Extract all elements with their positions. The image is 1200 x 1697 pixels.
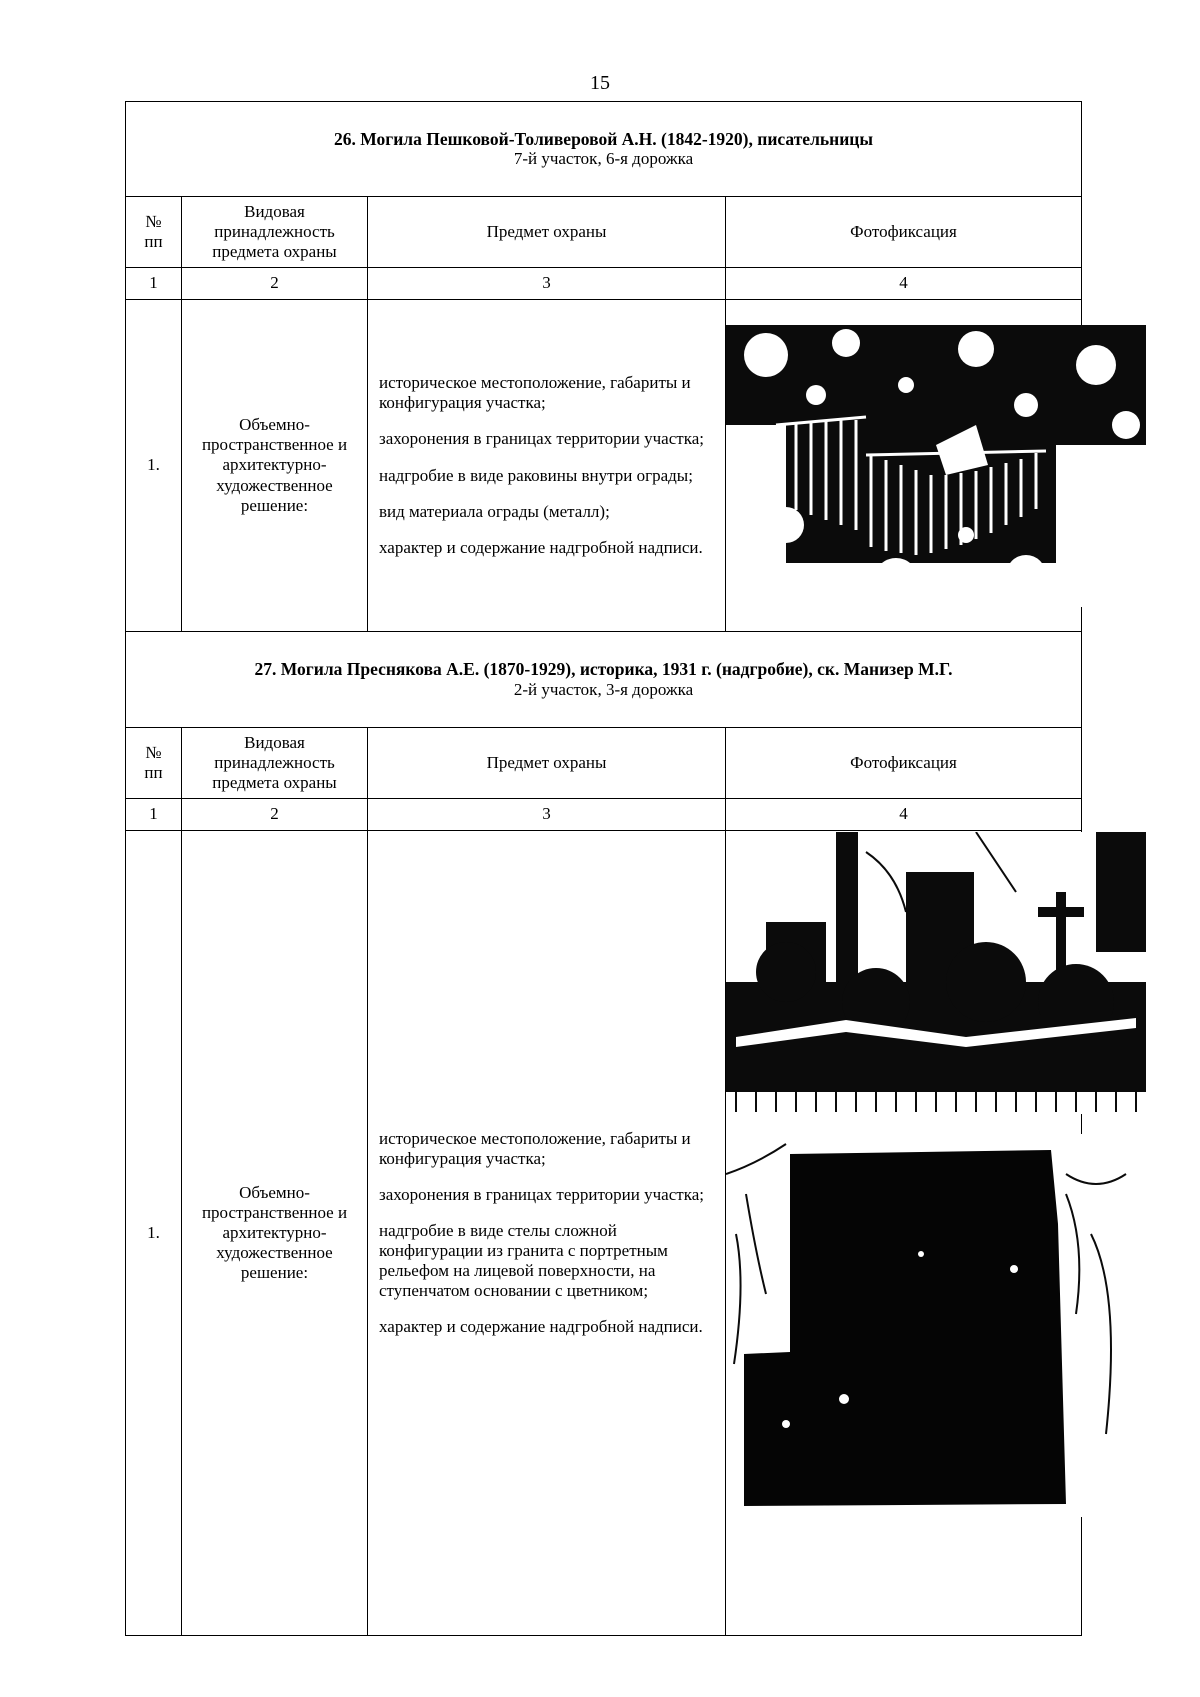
- list-item: надгробие в виде стелы сложной конфигурации из гранита с портретным рельефом на лицевой поверхности, на ступенчатом основании с цветником;: [379, 1220, 668, 1301]
- row-number: 1.: [126, 300, 182, 632]
- section-location: 7-й участок, 6-я дорожка: [513, 149, 694, 169]
- row-subject-list: [368, 300, 726, 632]
- table-row: [126, 300, 1082, 632]
- section-title: 26. Могила Пешковой-Толиверовой А.Н. (1842-1920), писательницы: [333, 128, 874, 149]
- col-header-num: № пп: [126, 728, 182, 799]
- row-type: Объемно-пространственное и архитектурно-художественное решение:: [182, 300, 368, 632]
- col-number: 2: [182, 268, 368, 300]
- table-row: [126, 831, 1082, 1636]
- list-item: захоронения в границах территории участка;: [379, 429, 704, 449]
- col-header-num: № пп: [126, 197, 182, 268]
- section-title-row: [126, 632, 1082, 728]
- col-header-photo: Фотофиксация: [726, 197, 1082, 268]
- row-subject-list: [368, 831, 726, 1636]
- cemetery-photo: [726, 832, 1146, 1114]
- photo-cell: [726, 300, 1082, 632]
- col-header-subject: Предмет охраны: [368, 197, 726, 268]
- col-header-photo: Фотофиксация: [726, 728, 1082, 799]
- grave-photo-fence: [726, 325, 1146, 607]
- col-number: 4: [726, 268, 1082, 300]
- col-number: 1: [126, 268, 182, 300]
- header-row: [126, 728, 1082, 799]
- col-number: 2: [182, 799, 368, 831]
- list-item: вид материала ограды (металл);: [379, 501, 610, 521]
- row-number: 1.: [126, 831, 182, 1636]
- section-location: 2-й участок, 3-я дорожка: [513, 679, 694, 699]
- list-item: характер и содержание надгробной надписи.: [379, 1317, 703, 1337]
- column-number-row: [126, 799, 1082, 831]
- list-item: надгробие в виде раковины внутри ограды;: [379, 465, 693, 485]
- col-header-subject: Предмет охраны: [368, 728, 726, 799]
- col-number: 4: [726, 799, 1082, 831]
- col-number: 1: [126, 799, 182, 831]
- col-header-type: Видовая принадлежность предмета охраны: [182, 197, 368, 268]
- row-type: Объемно-пространственное и архитектурно-художественное решение:: [182, 831, 368, 1636]
- gravestone-photo: [726, 1134, 1136, 1517]
- column-number-row: [126, 268, 1082, 300]
- list-item: историческое местоположение, габариты и конфигурация участка;: [379, 373, 691, 413]
- section-title-row: [126, 102, 1082, 197]
- page-number: 15: [590, 72, 610, 94]
- heritage-register-table: [125, 101, 1082, 1636]
- col-header-type: Видовая принадлежность предмета охраны: [182, 728, 368, 799]
- section-title: 27. Могила Преснякова А.Е. (1870-1929), историка, 1931 г. (надгробие), ск. Манизер М.Г.: [254, 659, 953, 680]
- list-item: захоронения в границах территории участка;: [379, 1184, 704, 1204]
- col-number: 3: [368, 799, 726, 831]
- list-item: характер и содержание надгробной надписи.: [379, 537, 703, 557]
- list-item: историческое местоположение, габариты и конфигурация участка;: [379, 1128, 691, 1168]
- col-number: 3: [368, 268, 726, 300]
- header-row: [126, 197, 1082, 268]
- photo-cell: [726, 831, 1082, 1636]
